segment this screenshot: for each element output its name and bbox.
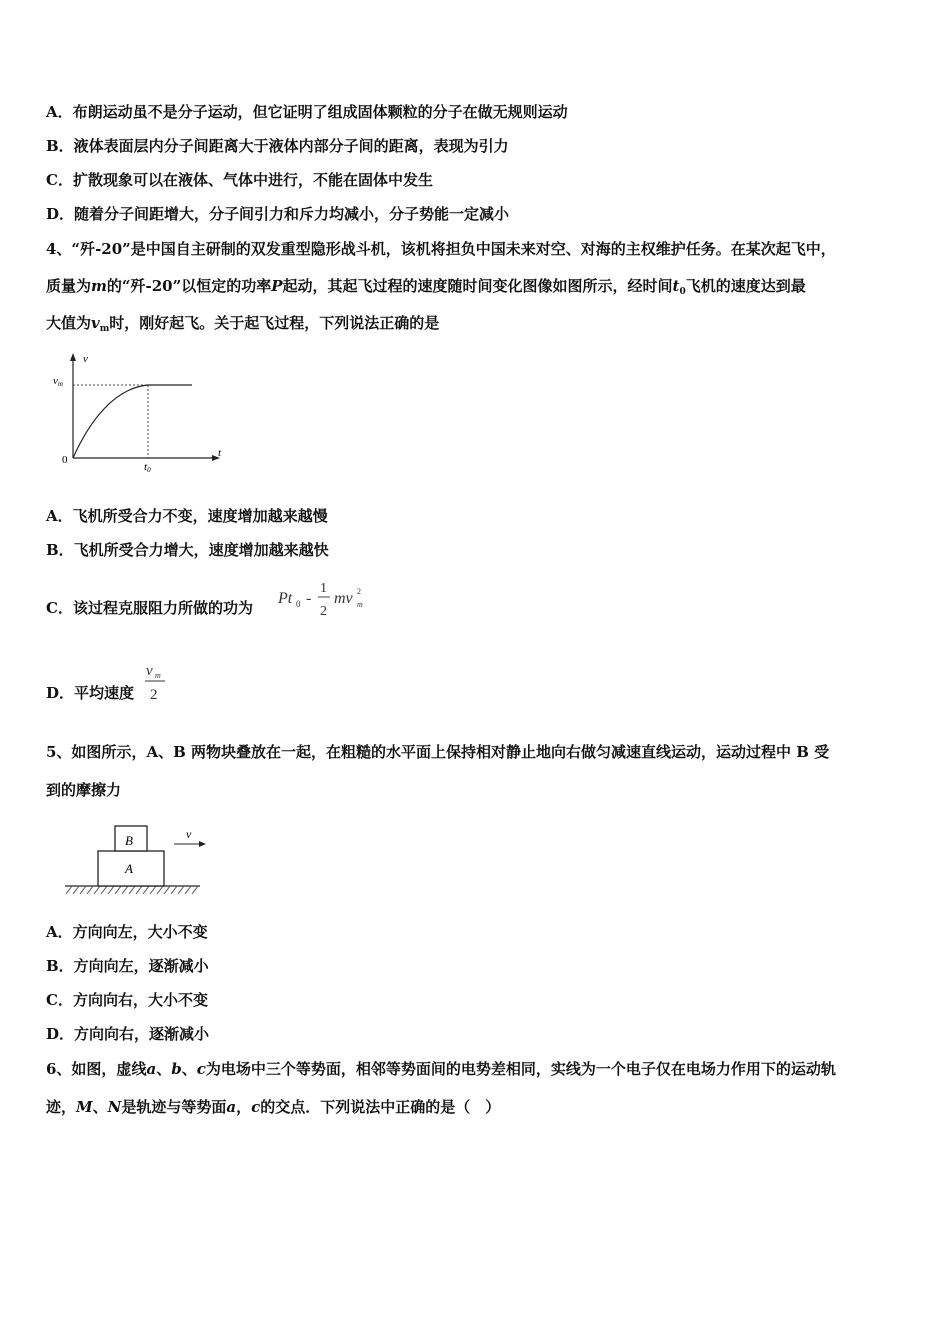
q5-blocks-figure xyxy=(62,820,207,898)
q4-stem-line1: 4、“歼-20”是中国自主研制的双发重型隐形战斗机，该机将担负中国未来对空、对海的主权维护任务。在某次起飞中， xyxy=(46,240,836,258)
velocity-curve xyxy=(73,385,192,458)
x-axis-label: t xyxy=(218,447,222,459)
q5-stem-line1: 5、如图所示，A、B 两物块叠放在一起，在粗糙的水平面上保持相对静止地向右做匀减速直线运动，运动过程中 B 受 xyxy=(46,743,830,761)
svg-text:0: 0 xyxy=(296,599,301,609)
svg-text:m: m xyxy=(155,671,161,680)
velocity-label: v xyxy=(186,827,192,841)
svg-text:-: - xyxy=(306,590,312,607)
block-b-label: B xyxy=(125,833,133,848)
block-a-label: A xyxy=(125,861,133,876)
q4-stem-line2: 质量为m的“歼-20”以恒定的功率P起动，其起飞过程的速度随时间变化图像如图所示，经时间$t_0$飞机的速度达到最 xyxy=(46,277,806,297)
svg-text:2: 2 xyxy=(320,604,327,619)
svg-text:mv: mv xyxy=(334,590,353,607)
y-axis-label: v xyxy=(83,353,88,365)
ground-hatching xyxy=(66,886,198,894)
q3-option-c: C．扩散现象可以在液体、气体中进行，不能在固体中发生 xyxy=(46,171,433,189)
svg-text:2: 2 xyxy=(357,587,361,596)
svg-text:v: v xyxy=(146,663,153,679)
q6-stem-line2: 迹，M、N是轨迹与等势面a，c的交点．下列说法中正确的是（ ） xyxy=(46,1098,501,1116)
q5-option-a: A．方向向左，大小不变 xyxy=(46,923,208,941)
q4-velocity-time-graph xyxy=(50,350,230,475)
q4-option-a: A．飞机所受合力不变，速度增加越来越慢 xyxy=(46,507,328,525)
q3-option-b: B．液体表面层内分子间距离大于液体内部分子间的距离，表现为引力 xyxy=(46,137,509,155)
q5-option-d: D．方向向右，逐渐减小 xyxy=(46,1025,210,1043)
origin-label: 0 xyxy=(62,454,68,466)
q4-stem-line3: 大值为$v_m$时，刚好起飞。关于起飞过程，下列说法正确的是 xyxy=(46,314,440,334)
svg-text:m: m xyxy=(357,600,363,609)
svg-text:2: 2 xyxy=(150,687,158,703)
q3-option-d: D．随着分子间距增大，分子间引力和斥力均减小，分子势能一定减小 xyxy=(46,205,510,223)
q3-option-a: A．布朗运动虽不是分子运动，但它证明了组成固体颗粒的分子在做无规则运动 xyxy=(46,103,568,121)
q5-option-c: C．方向向右，大小不变 xyxy=(46,991,208,1009)
svg-text:1: 1 xyxy=(320,581,327,596)
q4-option-c-formula xyxy=(276,574,376,622)
q4-option-c: C．该过程克服阻力所做的功为 xyxy=(46,599,253,617)
q6-stem-line1: 6、如图，虚线a、b、c为电场中三个等势面，相邻等势面间的电势差相同，实线为一个电子仅在电场力作用下的运动轨 xyxy=(46,1060,836,1078)
q4-option-d: D．平均速度 xyxy=(46,684,135,702)
q5-stem-line2: 到的摩擦力 xyxy=(46,781,122,799)
q4-option-b: B．飞机所受合力增大，速度增加越来越快 xyxy=(46,541,329,559)
svg-text:Pt: Pt xyxy=(278,590,293,607)
q4-option-d-formula xyxy=(142,658,172,706)
y-axis-arrow xyxy=(70,353,76,361)
vm-label: vm xyxy=(53,375,63,388)
q5-option-b: B．方向向左，逐渐减小 xyxy=(46,957,209,975)
t0-label: t0 xyxy=(144,461,151,474)
